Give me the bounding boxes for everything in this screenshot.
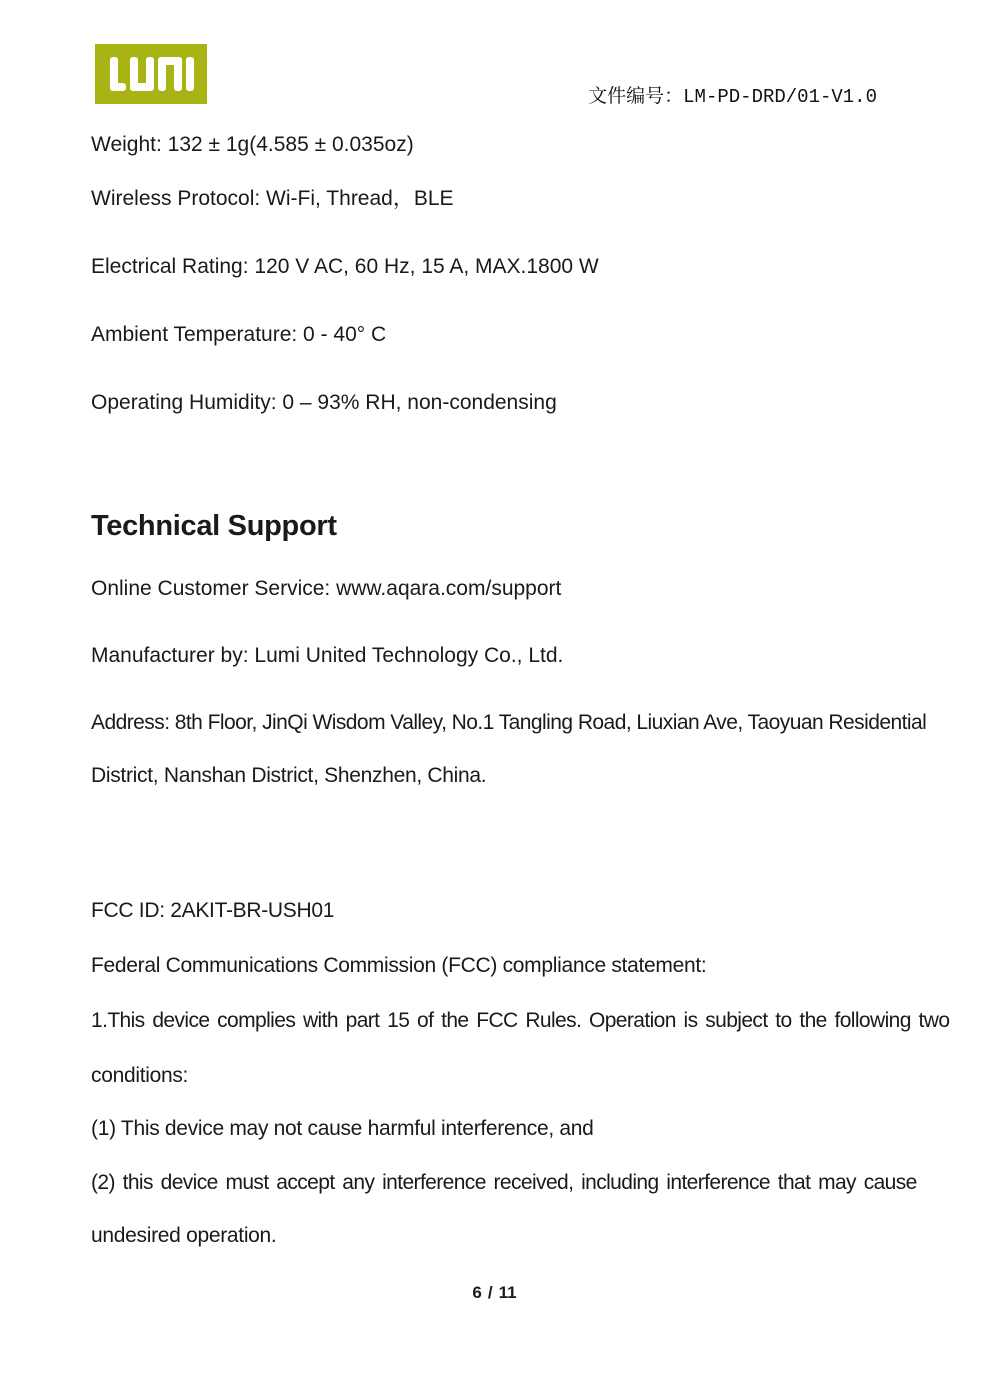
fcc-condition-2-line1: (2) this device must accept any interference received, including interference that may cause (91, 1171, 917, 1194)
lumi-logo-icon (95, 44, 207, 104)
page-number (0, 1283, 989, 1303)
fcc-condition-1: (1) This device may not cause harmful interference, and (91, 1117, 594, 1140)
page-number-separator: / (487, 1283, 493, 1302)
fcc-intro-line1: 1.This device complies with part 15 of the FCC Rules. Operation is subject to the following two (91, 1009, 950, 1032)
support-manufacturer: Manufacturer by: Lumi United Technology Co., Ltd. (91, 644, 564, 667)
fcc-intro-line2: conditions: (91, 1064, 189, 1087)
fcc-statement-title: Federal Communications Commission (FCC) compliance statement: (91, 954, 707, 977)
technical-support-heading: Technical Support (91, 510, 337, 542)
fcc-id: FCC ID: 2AKIT-BR-USH01 (91, 899, 335, 922)
lumi-logo (95, 44, 207, 104)
spec-ambient-temperature: Ambient Temperature: 0 - 40° C (91, 323, 387, 346)
spec-operating-humidity: Operating Humidity: 0 – 93% RH, non-condensing (91, 391, 557, 414)
support-address-line1: Address: 8th Floor, JinQi Wisdom Valley, No.1 Tangling Road, Liuxian Ave, Taoyuan Residential (91, 711, 927, 734)
spec-electrical-rating: Electrical Rating: 120 V AC, 60 Hz, 15 A, MAX.1800 W (91, 255, 599, 278)
page-number-current: 6 (472, 1283, 482, 1302)
fcc-condition-2-line2: undesired operation. (91, 1224, 277, 1247)
spec-wireless-protocol: Wireless Protocol: Wi-Fi, Thread，BLE (91, 187, 454, 210)
doc-number: 文件编号：LM-PD-DRD/01-V1.0 (588, 86, 877, 108)
spec-weight: Weight: 132 ± 1g(4.585 ± 0.035oz) (91, 133, 414, 156)
page-number-total: 11 (498, 1283, 517, 1302)
support-address-line2: District, Nanshan District, Shenzhen, China. (91, 764, 487, 787)
support-online-service: Online Customer Service: www.aqara.com/support (91, 577, 562, 600)
